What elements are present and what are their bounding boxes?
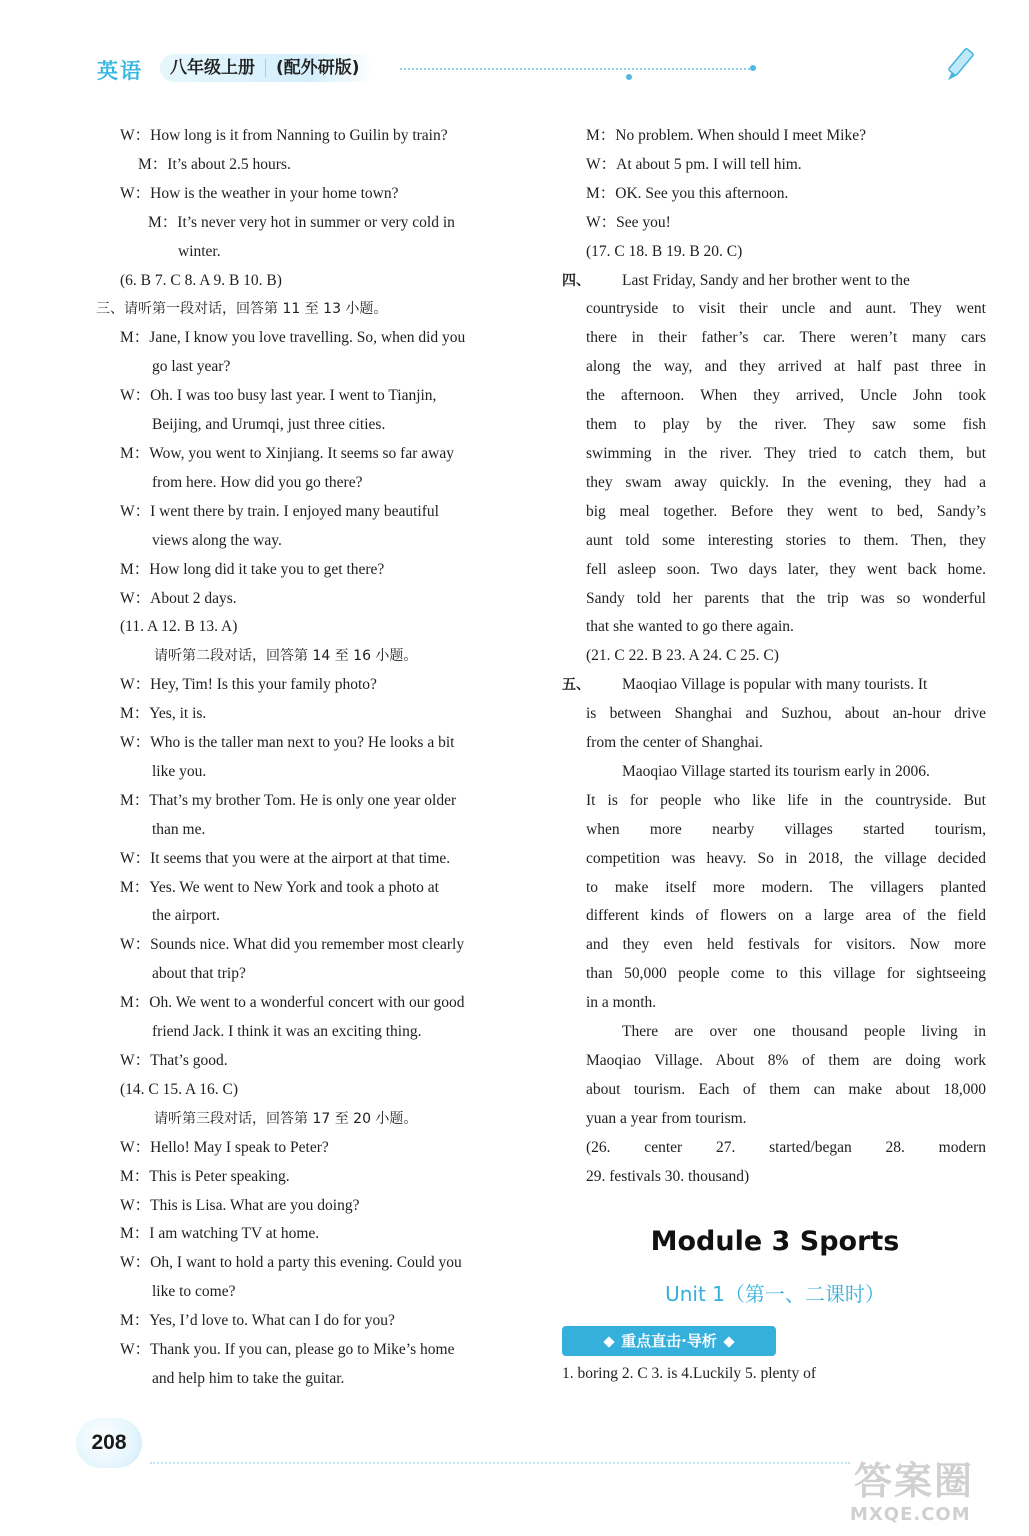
line-text: W：Sounds nice. What did you remember most clearly [120, 936, 465, 954]
line-text: and they even held festivals for visitors. Now more [586, 936, 986, 954]
line-text: friend Jack. I think it was an exciting thing. [152, 1023, 422, 1041]
text-line [96, 1076, 526, 1105]
text-line [96, 267, 526, 296]
line-text: M：Jane, I know you love travelling. So, when did you [120, 329, 466, 347]
line-text: M：It’s about 2.5 hours. [138, 155, 291, 173]
text-line [562, 469, 986, 498]
text-line [562, 787, 986, 816]
line-text: It is for people who like life in the countryside. But [586, 791, 986, 809]
answers-line [562, 1360, 986, 1389]
line-text: Maoqiao Village is popular with many tourists. It [622, 676, 928, 694]
text-line [562, 527, 986, 556]
line-text: M：I am watching TV at home. [120, 1225, 320, 1243]
text-line [562, 151, 986, 180]
text-line [562, 642, 986, 671]
text-line [562, 700, 986, 729]
text-line [96, 729, 526, 758]
line-text: competition was heavy. So in 2018, the village decided [586, 849, 986, 867]
text-line [96, 787, 526, 816]
watermark-logo: 答案圈 [854, 1459, 975, 1503]
text-line [96, 295, 526, 324]
text-line [96, 671, 526, 700]
line-text: M：It’s never very hot in summer or very cold in [148, 213, 455, 231]
line-text: W：About 2 days. [120, 589, 237, 607]
right-column [562, 122, 986, 1192]
text-line [562, 324, 986, 353]
text-line [562, 1018, 986, 1047]
line-text: M：Wow, you went to Xinjiang. It seems so far away [120, 444, 454, 462]
text-line [562, 209, 986, 238]
footer-dotted-line [150, 1462, 850, 1464]
line-text: is between Shanghai and Suzhou, about an-hour drive [586, 705, 986, 723]
text-line [96, 1278, 526, 1307]
text-line [562, 382, 986, 411]
line-text: go last year? [152, 358, 231, 376]
line-text: 请听第三段对话，回答第 17 至 20 小题。 [154, 1110, 418, 1127]
line-text: W：Hello! May I speak to Peter? [120, 1138, 329, 1156]
text-line [96, 440, 526, 469]
text-line [96, 353, 526, 382]
line-text: in a month. [586, 994, 657, 1012]
line-text: they swam away quickly. In the evening, they had a [586, 473, 986, 491]
text-line [562, 1163, 986, 1192]
text-line [96, 1249, 526, 1278]
text-line [562, 845, 986, 874]
text-line [562, 729, 986, 758]
text-line [562, 989, 986, 1018]
page-header [0, 0, 1029, 95]
line-text: like you. [152, 762, 207, 780]
line-text: W：How is the weather in your home town? [120, 184, 399, 202]
text-line [96, 1192, 526, 1221]
text-line [96, 1307, 526, 1336]
line-text: W：How long is it from Nanning to Guilin by train? [120, 127, 448, 144]
line-text: (21. C 22. B 23. A 24. C 25. C) [586, 647, 779, 665]
line-text: M：That’s my brother Tom. He is only one year older [120, 791, 457, 809]
watermark [850, 1450, 1020, 1530]
text-line [96, 180, 526, 209]
line-text: (11. A 12. B 13. A) [120, 618, 238, 636]
text-line [96, 1220, 526, 1249]
left-column [96, 122, 526, 1394]
line-text: W：I went there by train. I enjoyed many beautiful [120, 502, 439, 520]
line-text: M：OK. See you this afternoon. [586, 184, 789, 202]
text-line [562, 585, 986, 614]
line-text: yuan a year from tourism. [586, 1109, 747, 1127]
section-banner [562, 1326, 776, 1356]
line-text: (26. center 27. started/began 28. modern [586, 1138, 986, 1156]
line-text: W：At about 5 pm. I will tell him. [586, 155, 802, 173]
line-text: like to come? [152, 1283, 236, 1301]
header-dot [750, 65, 756, 71]
line-text: W：Thank you. If you can, please go to Mike’s home [120, 1341, 455, 1359]
text-line [562, 411, 986, 440]
text-line [96, 411, 526, 440]
text-line [562, 613, 986, 642]
line-text: W：This is Lisa. What are you doing? [120, 1196, 360, 1214]
section-number: 四、 [562, 272, 590, 289]
text-line [96, 209, 526, 238]
line-text: to make itself more modern. The villagers planted [586, 878, 986, 896]
grade-label: 八年级上册 [170, 58, 255, 78]
line-text: 请听第二段对话，回答第 14 至 16 小题。 [154, 648, 418, 665]
line-text: M：Oh. We went to a wonderful concert with our good [120, 994, 465, 1012]
line-text: W：That’s good. [120, 1052, 228, 1069]
text-line [96, 1047, 526, 1076]
line-text: from the center of Shanghai. [586, 734, 763, 752]
text-line [562, 180, 986, 209]
line-text: W：Who is the taller man next to you? He looks a bit [120, 734, 455, 752]
page-number: 208 [76, 1418, 142, 1468]
line-text: big meal together. Before they went to bed, Sandy’s [586, 502, 986, 520]
text-line [562, 671, 986, 700]
text-line [96, 1365, 526, 1394]
line-text: about tourism. Each of them can make about 18,000 [586, 1080, 986, 1098]
line-text: M：Yes. We went to New York and took a photo at [120, 878, 439, 896]
text-line [96, 700, 526, 729]
text-line [96, 960, 526, 989]
text-line [562, 295, 986, 324]
line-text: M：Yes, I’d love to. What can I do for you? [120, 1312, 395, 1330]
text-line [96, 556, 526, 585]
subject-label: 英语 [97, 59, 143, 83]
text-line [96, 238, 526, 267]
text-line [96, 989, 526, 1018]
line-text: aunt told some interesting stories to them. Then, they [586, 531, 986, 549]
text-line [96, 1163, 526, 1192]
text-line [562, 498, 986, 527]
line-text: Sandy told her parents that the trip was so wonderful [586, 589, 986, 607]
unit-title: Unit 1（第一、二课时） [665, 1282, 885, 1306]
line-text: Last Friday, Sandy and her brother went to the [622, 271, 910, 289]
line-text: fell asleep soon. Two days later, they went back home. [586, 560, 986, 578]
text-line [96, 151, 526, 180]
text-line [96, 1336, 526, 1365]
text-line [96, 642, 526, 671]
text-line [96, 874, 526, 903]
text-line [96, 931, 526, 960]
text-line [96, 1018, 526, 1047]
text-line [562, 874, 986, 903]
line-text: about that trip? [152, 965, 246, 983]
text-line [96, 816, 526, 845]
line-text: W：Hey, Tim! Is this your family photo? [120, 676, 377, 694]
edition-label: (配外研版) [276, 58, 360, 78]
line-text: M：This is Peter speaking. [120, 1167, 290, 1185]
text-line [96, 845, 526, 874]
line-text: them to play by the river. They saw some fish [586, 416, 986, 434]
text-line [96, 585, 526, 614]
line-text: winter. [178, 242, 221, 260]
diamond-icon [603, 1336, 614, 1347]
line-text: swimming in the river. They tried to catch them, but [586, 444, 986, 462]
text-line [96, 382, 526, 411]
line-text: than me. [152, 820, 206, 838]
text-line [96, 613, 526, 642]
line-text: and help him to take the guitar. [152, 1369, 345, 1387]
line-text: Beijing, and Urumqi, just three cities. [152, 416, 386, 434]
line-text: along the way, and they arrived at half past three in [586, 358, 986, 376]
line-text: Maoqiao Village started its tourism early in 2006. [622, 762, 930, 780]
line-text: when more nearby villages started tourism, [586, 820, 986, 838]
text-line [562, 816, 986, 845]
text-line [562, 267, 986, 296]
text-line [562, 902, 986, 931]
line-text: the airport. [152, 907, 221, 925]
book-tag [160, 54, 374, 82]
text-line [562, 758, 986, 787]
banner-label: 重点直击·导析 [621, 1332, 717, 1350]
text-line [562, 1134, 986, 1163]
text-line [562, 931, 986, 960]
text-line [96, 469, 526, 498]
line-text: W：It seems that you were at the airport at that time. [120, 849, 451, 867]
text-line [96, 324, 526, 353]
line-text: views along the way. [152, 531, 282, 549]
text-line [96, 498, 526, 527]
line-text: than 50,000 people come to this village for sightseeing [586, 965, 986, 983]
line-text: that she wanted to go there again. [586, 618, 794, 636]
text-line [96, 1134, 526, 1163]
text-line [96, 122, 526, 151]
text-line [562, 1105, 986, 1134]
watermark-url: MXQE.COM [850, 1504, 971, 1525]
diamond-icon [723, 1336, 734, 1347]
text-line [562, 960, 986, 989]
line-text: W：See you! [586, 213, 671, 231]
line-text: W：Oh, I want to hold a party this evening. Could you [120, 1254, 462, 1272]
text-line [562, 556, 986, 585]
answers-text: 1. boring 2. C 3. is 4.Luckily 5. plenty of [562, 1365, 817, 1382]
line-text: (6. B 7. C 8. A 9. B 10. B) [120, 271, 282, 289]
line-text: countryside to visit their uncle and aunt. They went [586, 300, 986, 318]
header-dot [626, 74, 632, 80]
line-text: Maoqiao Village. About 8% of them are doing work [586, 1052, 986, 1069]
header-dotted-line [400, 68, 750, 70]
module-title: Module 3 Sports [650, 1226, 900, 1257]
pencil-icon [942, 44, 982, 84]
line-text: (17. C 18. B 19. B 20. C) [586, 242, 743, 260]
text-line [562, 238, 986, 267]
line-text: 29. festivals 30. thousand) [586, 1167, 750, 1185]
line-text: There are over one thousand people living in [622, 1023, 986, 1041]
text-line [96, 527, 526, 556]
line-text: M：No problem. When should I meet Mike? [586, 127, 866, 144]
text-line [562, 1076, 986, 1105]
line-text: (14. C 15. A 16. C) [120, 1080, 238, 1098]
line-text: there in their father’s car. There weren’t many cars [586, 329, 986, 347]
line-text: the afternoon. When they arrived, Uncle John took [586, 387, 986, 405]
line-text: M：How long did it take you to get there? [120, 560, 385, 578]
line-text: different kinds of flowers on a large area of the field [586, 907, 986, 925]
text-line [562, 353, 986, 382]
text-line [96, 758, 526, 787]
text-line [96, 1105, 526, 1134]
section-number: 五、 [562, 677, 590, 694]
text-line [96, 902, 526, 931]
line-text: from here. How did you go there? [152, 473, 363, 491]
line-text: 三、请听第一段对话，回答第 11 至 13 小题。 [96, 301, 388, 318]
text-line [562, 122, 986, 151]
line-text: M：Yes, it is. [120, 705, 207, 723]
text-line [562, 1047, 986, 1076]
text-line [562, 440, 986, 469]
line-text: W：Oh. I was too busy last year. I went to Tianjin, [120, 387, 437, 405]
